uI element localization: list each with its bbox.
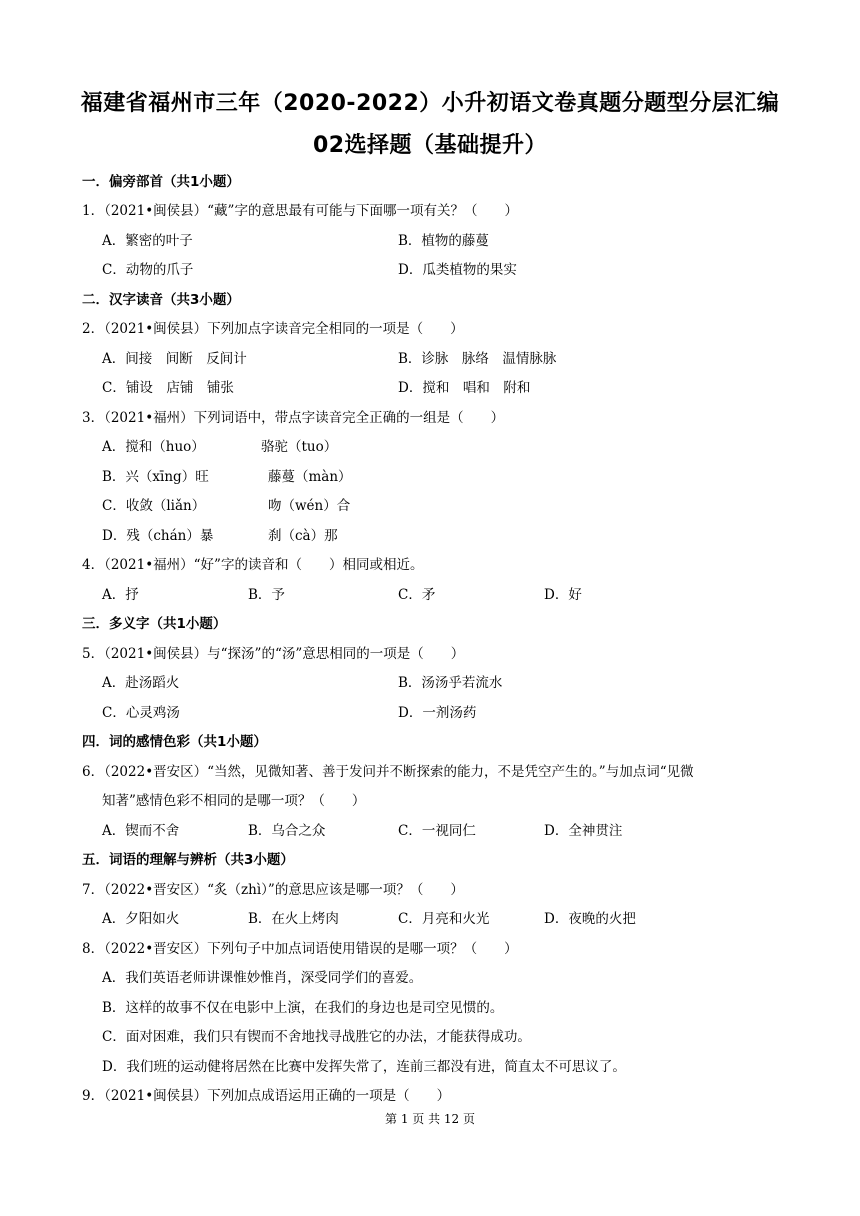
question-stem: 5．（2021•闽侯县）与“探汤”的“汤”意思相同的一项是（ ） [82,646,465,662]
question-stem: 9．（2021•闽侯县）下列加点成语运用正确的一项是（ ） [82,1088,451,1104]
option-b-second: 藤蔓（màn） [268,469,352,485]
option-b: B．在火上烤肉 [248,911,339,927]
question-stem: 8．（2022•晋安区）下列句子中加点词语使用错误的是哪一项？（ ） [82,941,518,957]
option-c: C．月亮和火光 [398,911,490,927]
option-d: D．残（chán）暴 [102,528,214,544]
option-c: C．一视同仁 [398,823,476,839]
option-a: A．间接 间断 反间计 [102,351,247,367]
option-d-second: 刹（cà）那 [268,528,338,544]
option-a: A．夕阳如火 [102,911,180,927]
option-b: B．这样的故事不仅在电影中上演，在我们的身边也是司空见惯的。 [102,1000,504,1016]
option-c: C．铺设 店铺 铺张 [102,380,234,396]
section-heading: 一．偏旁部首（共1小题） [82,174,240,190]
option-d: D．好 [544,587,582,603]
option-b: B．乌合之众 [248,823,326,839]
section-heading: 三．多义字（共1小题） [82,616,227,632]
option-d: D．一剂汤药 [398,705,477,721]
option-c: C．面对困难，我们只有锲而不舍地找寻战胜它的办法，才能获得成功。 [102,1029,531,1045]
question-stem: 7．（2022•晋安区）“炙（zhì）”的意思应该是哪一项？（ ） [82,882,464,898]
question-stem: 2．（2021•闽侯县）下列加点字读音完全相同的一项是（ ） [82,321,464,337]
option-d: D．夜晚的火把 [544,911,636,927]
option-a: A．赴汤蹈火 [102,675,180,691]
option-c: C．动物的爪子 [102,262,194,278]
question-stem: 3．（2021•福州）下列词语中，带点字读音完全正确的一组是（ ） [82,410,505,426]
section-heading: 五．词语的理解与辨析（共3小题） [82,852,294,868]
document-title-line1: 福建省福州市三年（2020-2022）小升初语文卷真题分题型分层汇编 [80,91,780,116]
option-c: C．心灵鸡汤 [102,705,180,721]
option-c-second: 吻（wén）合 [268,498,351,514]
page-footer: 第 1 页 共 12 页 [385,1112,475,1126]
option-a: A．繁密的叶子 [102,233,193,249]
option-b: B．汤汤乎若流水 [398,675,503,691]
option-a: A．锲而不舍 [102,823,180,839]
section-heading: 二．汉字读音（共3小题） [82,292,240,308]
option-b: B．植物的藤蔓 [398,233,489,249]
option-d: D．全神贯注 [544,823,623,839]
option-d: D．搅和 唱和 附和 [398,380,531,396]
option-b: B．诊脉 脉络 温情脉脉 [398,351,557,367]
option-a: A．搅和（huo） [102,439,205,455]
option-b: B．予 [248,587,285,603]
option-a: A．抒 [102,587,139,603]
question-stem: 6．（2022•晋安区）“当然，见微知著、善于发问并不断探索的能力，不是凭空产生的。”与加点词“见微 [82,764,694,780]
option-d: D．瓜类植物的果实 [398,262,517,278]
option-a-second: 骆驼（tuo） [261,439,338,455]
question-stem: 1．（2021•闽侯县）“藏”字的意思最有可能与下面哪一项有关？（ ） [82,203,518,219]
question-stem: 4．（2021•福州）“好”字的读音和（ ）相同或相近。 [82,557,424,573]
document-title-line2: 02选择题（基础提升） [312,133,548,158]
option-c: C．收敛（liǎn） [102,498,206,514]
section-heading: 四．词的感情色彩（共1小题） [82,734,267,750]
question-stem-continued: 知著”感情色彩不相同的是哪一项？（ ） [102,793,366,809]
option-b: B．兴（xīng）旺 [102,469,209,485]
option-c: C．矛 [398,587,436,603]
option-d: D．我们班的运动健将居然在比赛中发挥失常了，连前三都没有进，简直太不可思议了。 [102,1059,626,1075]
option-a: A．我们英语老师讲课惟妙惟肖，深受同学们的喜爱。 [102,970,423,986]
